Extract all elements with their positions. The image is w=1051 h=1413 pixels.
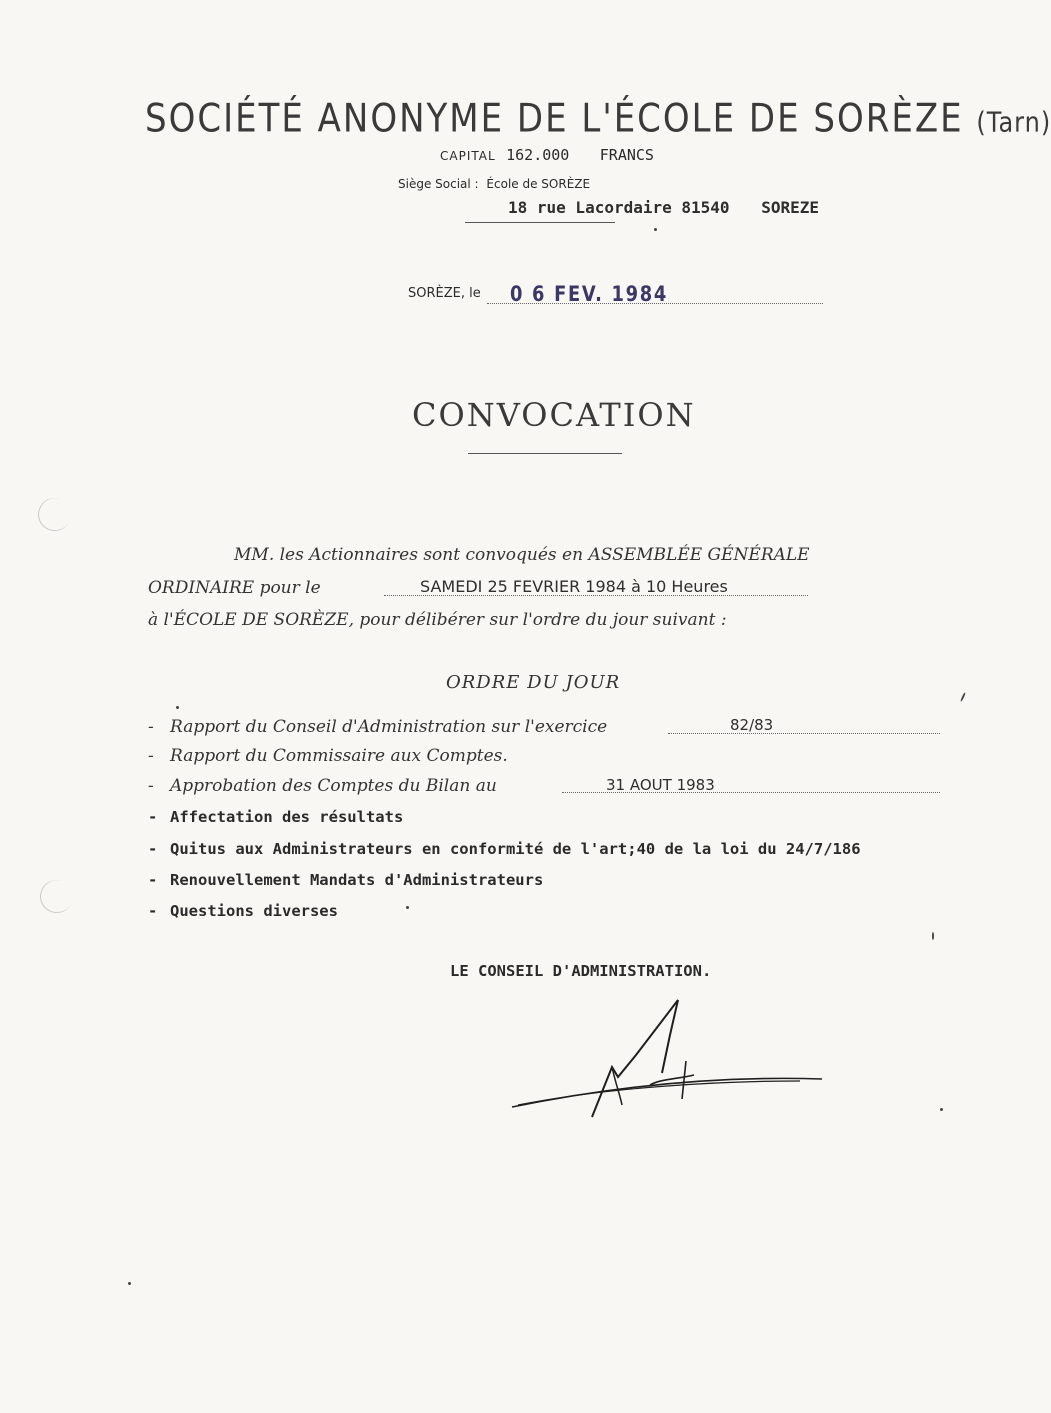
- title-underline: [468, 453, 622, 454]
- dateline-label: SORÈZE, le: [408, 286, 481, 301]
- company-name-text: SOCIÉTÉ ANONYME DE L'ÉCOLE DE SORÈZE: [145, 96, 964, 142]
- date-stamp: 0 6 FEV. 1984: [510, 282, 668, 306]
- agenda-item-text: Questions diverses: [170, 902, 338, 920]
- capital-label: CAPITAL: [440, 149, 496, 163]
- agenda-item: [148, 871, 543, 889]
- address-street: 18 rue Lacordaire 81540: [508, 198, 730, 217]
- agenda-item-value: 31 AOUT 1983: [606, 776, 715, 794]
- agenda-bullet: -: [148, 840, 158, 858]
- handwritten-signature: [500, 995, 840, 1135]
- document-title: CONVOCATION: [412, 396, 696, 434]
- agenda-item-text: Renouvellement Mandats d'Administrateurs: [170, 871, 544, 889]
- capital-line: [440, 146, 654, 164]
- ink-speck: [940, 1108, 943, 1111]
- capital-amount: 162.000: [506, 146, 570, 164]
- punch-hole-mark: [35, 875, 77, 917]
- agenda-dotted-rule: [668, 733, 940, 734]
- siege-value: École de SORÈZE: [486, 177, 591, 191]
- agenda-item: [148, 746, 508, 766]
- address-city: SOREZE: [761, 198, 819, 217]
- intro-line-3: à l'ÉCOLE DE SORÈZE, pour délibérer sur l'ordre du jour suivant :: [148, 610, 727, 630]
- agenda-item: [148, 840, 861, 858]
- ink-speck: [176, 706, 179, 709]
- punch-hole-mark: [33, 493, 75, 535]
- siege-social-line: [398, 177, 590, 191]
- ink-speck: [654, 228, 657, 231]
- ink-speck: [128, 1282, 131, 1285]
- agenda-item-text: Rapport du Conseil d'Administration sur l'exercice: [170, 717, 608, 737]
- agenda-title: ORDRE DU JOUR: [446, 672, 621, 693]
- agenda-item: [148, 808, 403, 826]
- agenda-bullet: -: [148, 717, 154, 737]
- meeting-date: SAMEDI 25 FEVRIER 1984 à 10 Heures: [420, 577, 728, 596]
- agenda-item: [148, 717, 607, 737]
- agenda-item-text: Quitus aux Administrateurs en conformité de l'art;40 de la loi du 24/7/186: [170, 840, 861, 858]
- intro-line-2: ORDINAIRE pour le: [148, 578, 321, 598]
- agenda-item-text: Approbation des Comptes du Bilan au: [170, 776, 497, 796]
- company-name: [145, 96, 1051, 142]
- intro-line-1: MM. les Actionnaires sont convoqués en ASSEMBLÉE GÉNÉRALE: [234, 545, 810, 565]
- agenda-bullet: -: [148, 871, 158, 889]
- agenda-item-text: Rapport du Commissaire aux Comptes.: [170, 746, 508, 766]
- agenda-bullet: -: [148, 808, 158, 826]
- agenda-item-value: 82/83: [730, 716, 774, 734]
- address-divider: [465, 222, 615, 223]
- siege-label: Siège Social :: [398, 177, 479, 191]
- agenda-item-text: Affectation des résultats: [170, 808, 404, 826]
- ink-speck: [932, 932, 934, 940]
- capital-currency: FRANCS: [599, 146, 654, 164]
- ink-speck: [406, 906, 409, 909]
- ink-speck: [960, 692, 966, 702]
- signatory: LE CONSEIL D'ADMINISTRATION.: [450, 962, 712, 980]
- agenda-item: [148, 776, 497, 796]
- agenda-item: [148, 902, 338, 920]
- agenda-bullet: -: [148, 902, 158, 920]
- company-region: (Tarn): [976, 106, 1051, 139]
- agenda-bullet: -: [148, 776, 154, 796]
- postal-address: [508, 198, 819, 217]
- agenda-bullet: -: [148, 746, 154, 766]
